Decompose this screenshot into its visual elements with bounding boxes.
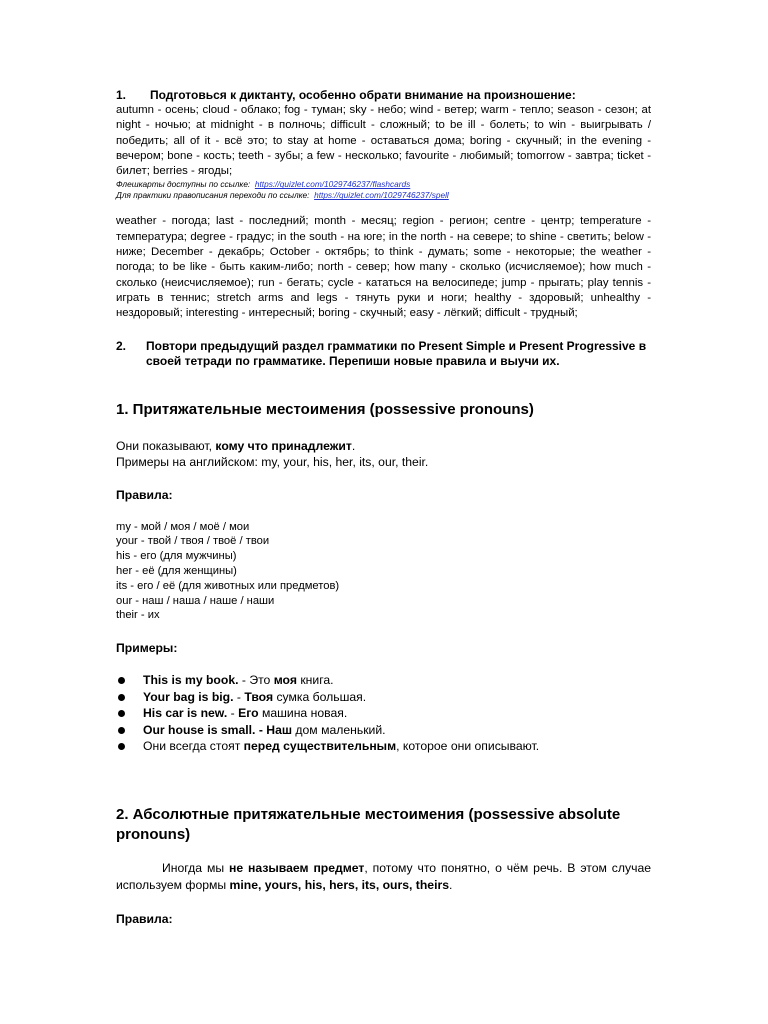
s2-forms: mine, yours, his, hers, its, ours, theirs (229, 877, 449, 892)
list-item (116, 705, 651, 722)
s2-end: . (448, 877, 453, 892)
example-ru-bold: моя (273, 673, 297, 688)
example-ru: книга. (296, 673, 334, 688)
task2-number: 2. (116, 338, 127, 353)
task2-heading-body: Повтори предыдущий раздел грамматики по Present Simple и Present Progressive в своей тетради по грамматике. Перепиши новые правила и выучи их. (146, 338, 647, 369)
rules-list (116, 520, 651, 624)
example-sep: - (233, 689, 245, 704)
bullet-icon (118, 677, 125, 684)
list-item (116, 672, 651, 689)
flashcards-link[interactable]: https://quizlet.com/1029746237/flashcards (254, 179, 411, 190)
s2-text: , потому что понятно, о чём речь. В этом случае используем формы (116, 860, 651, 892)
section1-intro (116, 438, 651, 454)
rule-item: its - его / её (для животных или предметов) (116, 579, 340, 592)
section2-paragraph (116, 860, 651, 894)
bullet-icon (118, 710, 125, 717)
example-sep: - Это (238, 673, 274, 688)
section1-examples-line: Примеры на английском: my, your, his, her, its, our, their. (116, 454, 429, 469)
example-en: Our house is small. (143, 722, 256, 737)
task2-heading-text (146, 339, 651, 370)
section2-rules-label: Правила: (116, 911, 173, 926)
bullet-icon (118, 694, 125, 701)
section2-title: 2. Абсолютные притяжательные местоимения (possessive absolute pronouns) (116, 805, 621, 843)
flashcards-label: Флешкарты доступны по ссылке: (116, 179, 251, 190)
rule-item: his - его (для мужчины) (116, 550, 237, 563)
section1-examples-label: Примеры: (116, 641, 178, 656)
rule-item: my - мой / моя / моё / мои (116, 520, 250, 533)
bullet-icon (118, 727, 125, 734)
task1-heading-text: Подготовься к диктанту, особенно обрати внимание на произношение: (150, 88, 576, 102)
list-item (116, 738, 651, 755)
s2-bold: не называем предмет (229, 860, 365, 875)
spell-link[interactable]: https://quizlet.com/1029746237/spell (314, 190, 449, 201)
example-en: Your bag is big. (143, 689, 234, 704)
document-page (116, 88, 651, 927)
note-text: Они всегда стоят (143, 739, 244, 754)
rule-item: their - их (116, 609, 160, 622)
example-ru: дом маленький. (292, 722, 386, 737)
note-bold: перед существительным (243, 739, 397, 754)
s2-text: Иногда мы (162, 860, 229, 875)
note-end: , которое они описывают. (396, 739, 540, 754)
example-sep: - (227, 706, 239, 721)
example-ru-bold: Его (238, 706, 259, 721)
example-ru-bold: Наш (266, 722, 293, 737)
list-item (116, 689, 651, 706)
task1-heading (116, 88, 651, 103)
vocab-paragraph-2: weather - погода; last - последний; month - месяц; region - регион; centre - центр; temperature - температура; degree - градус; in the south - на юге; in the north - на севере; to shine - светить; below - ниже; December - декабрь; October - октябрь; to think - думать; some - некоторые; the weather - погода; to be like - быть каким-либо; north - север; how many - сколько (исчисляемое); how much - сколько (неисчисляемое); run - бегать; cycle - кататься на велосипеде; jump - прыгать; play tennis - играть в теннис; stretch arms and legs - тянуть руки и ноги; healthy - здоровый; unhealthy - нездоровый; interesting - интересный; boring - скучный; easy - лёгкий; difficult - трудный; (116, 215, 651, 320)
rule-item: our - наш / наша / наше / наши (116, 594, 275, 607)
intro-bold: кому что принадлежит (215, 438, 352, 453)
section1-title: 1. Притяжательные местоимения (possessive pronouns) (116, 400, 534, 418)
task1-number: 1. (116, 88, 127, 102)
intro-end: . (351, 438, 356, 453)
example-ru: машина новая. (258, 706, 348, 721)
spell-label: Для практики правописания переходи по ссылке: (116, 190, 310, 201)
example-ru-bold: Твоя (244, 689, 274, 704)
spell-line (116, 190, 651, 201)
intro-text: Они показывают, (116, 438, 216, 453)
bullet-icon (118, 743, 125, 750)
example-en: His car is new. (143, 706, 228, 721)
example-sep: - (255, 722, 267, 737)
example-ru: сумка большая. (273, 689, 367, 704)
example-en: This is my book. (143, 673, 239, 688)
section1-rules-label: Правила: (116, 487, 173, 502)
task2-heading (116, 339, 651, 370)
examples-list (116, 672, 651, 755)
rule-item: her - её (для женщины) (116, 564, 237, 577)
flashcards-line (116, 179, 651, 190)
list-item (116, 722, 651, 739)
rule-item: your - твой / твоя / твоё / твои (116, 535, 270, 548)
vocab-paragraph-1: autumn - осень; cloud - облако; fog - туман; sky - небо; wind - ветер; warm - тепло; season - сезон; at night - ночью; at midnight - в полночь; difficult - сложный; to be ill - болеть; to win - выигрывать / победить; all of it - всё это; to stay at home - оставаться дома; boring - скучный; in the evening - вечером; bone - кость; teeth - зубы; a few - несколько; favourite - любимый; tomorrow - завтра; ticket - билет; berries - ягоды; (116, 104, 651, 178)
